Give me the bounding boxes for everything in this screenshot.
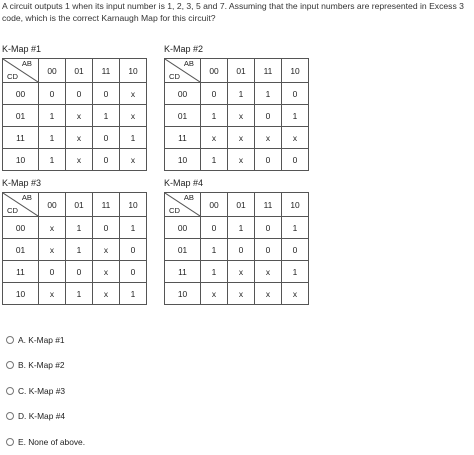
corner-ab-label: AB (183, 59, 194, 68)
row-header: 00 (3, 83, 39, 105)
kmap-table (2, 58, 147, 171)
corner-ab-label: AB (21, 193, 32, 202)
kmap-cell: 1 (282, 105, 309, 127)
kmap-cell: 0 (93, 149, 120, 171)
col-header: 01 (66, 59, 93, 83)
kmap-cell: x (39, 283, 66, 305)
kmap-cell: 1 (201, 105, 228, 127)
option-label: A. K-Map #1 (18, 334, 65, 345)
col-header: 01 (228, 59, 255, 83)
kmap-cell: 0 (282, 149, 309, 171)
kmap-cell: x (93, 261, 120, 283)
kmap-cell: x (66, 127, 93, 149)
kmap-cell: x (201, 127, 228, 149)
kmap-cell: x (39, 239, 66, 261)
kmap-title: K-Map #2 (164, 44, 204, 54)
row-header: 10 (3, 283, 39, 305)
kmap-corner (165, 193, 201, 217)
kmap-cell: 1 (201, 239, 228, 261)
kmap-cell: 0 (39, 261, 66, 283)
kmap-cell: 1 (66, 283, 93, 305)
kmap-cell: 1 (39, 149, 66, 171)
kmap-2 (164, 44, 309, 171)
kmap-cell: x (66, 105, 93, 127)
kmap-cell: x (66, 149, 93, 171)
option-label: E. None of above. (18, 436, 86, 447)
row-header: 10 (165, 283, 201, 305)
kmap-4 (164, 178, 309, 305)
option-b[interactable] (6, 353, 85, 379)
kmap-3 (2, 178, 147, 305)
option-d[interactable] (6, 404, 85, 430)
kmap-cell: 0 (255, 149, 282, 171)
kmap-cell: x (39, 217, 66, 239)
kmap-cell: 0 (39, 83, 66, 105)
kmap-table (2, 192, 147, 305)
option-label: D. K-Map #4 (18, 411, 66, 422)
col-header: 00 (201, 193, 228, 217)
kmap-title: K-Map #1 (2, 44, 42, 54)
kmap-cell: 0 (93, 83, 120, 105)
kmap-cell: 1 (39, 105, 66, 127)
kmap-cell: 0 (120, 261, 147, 283)
kmap-cell: 0 (282, 239, 309, 261)
kmap-cell: 0 (255, 239, 282, 261)
option-a[interactable] (6, 327, 85, 353)
kmap-cell: 1 (120, 283, 147, 305)
col-header: 11 (93, 193, 120, 217)
answer-options (6, 327, 85, 455)
row-header: 11 (165, 261, 201, 283)
kmap-title: K-Map #3 (2, 178, 42, 188)
kmap-cell: x (255, 261, 282, 283)
option-label: B. K-Map #2 (18, 360, 65, 371)
kmap-cell: 1 (201, 149, 228, 171)
kmap-cell: 1 (282, 217, 309, 239)
row-header: 01 (165, 105, 201, 127)
kmap-cell: x (282, 283, 309, 305)
kmap-cell: x (228, 127, 255, 149)
col-header: 00 (39, 59, 66, 83)
kmap-cell: x (228, 261, 255, 283)
radio-button-icon[interactable] (6, 387, 14, 395)
kmap-table (164, 192, 309, 305)
kmap-cell: x (282, 127, 309, 149)
row-header: 00 (165, 83, 201, 105)
kmap-cell: 0 (93, 217, 120, 239)
col-header: 01 (66, 193, 93, 217)
row-header: 10 (3, 149, 39, 171)
col-header: 01 (228, 193, 255, 217)
kmap-cell: x (120, 83, 147, 105)
radio-button-icon[interactable] (6, 361, 14, 369)
kmap-cell: 1 (255, 83, 282, 105)
kmap-cell: 1 (120, 217, 147, 239)
kmap-corner (165, 59, 201, 83)
row-header: 01 (3, 239, 39, 261)
kmap-cell: 1 (66, 217, 93, 239)
kmap-cell: 1 (228, 217, 255, 239)
kmap-1 (2, 44, 147, 171)
corner-cd-label: CD (169, 206, 180, 215)
row-header: 11 (3, 127, 39, 149)
kmap-cell: 0 (66, 83, 93, 105)
kmap-cell: 1 (282, 261, 309, 283)
kmap-cell: x (120, 149, 147, 171)
radio-button-icon[interactable] (6, 412, 14, 420)
kmap-cell: x (228, 149, 255, 171)
kmap-cell: 0 (255, 217, 282, 239)
option-e[interactable] (6, 429, 85, 455)
kmap-cell: 0 (228, 239, 255, 261)
question-text: A circuit outputs 1 when its input number is 1, 2, 3, 5 and 7. Assuming that the input numbers are represented in Excess 3 code, which is the correct Karnaugh Map for this circuit? (2, 1, 464, 23)
row-header: 10 (165, 149, 201, 171)
row-header: 01 (3, 105, 39, 127)
corner-cd-label: CD (169, 72, 180, 81)
kmap-cell: x (255, 127, 282, 149)
col-header: 00 (201, 59, 228, 83)
kmap-cell: 1 (228, 83, 255, 105)
row-header: 11 (165, 127, 201, 149)
kmap-cell: 1 (120, 127, 147, 149)
corner-cd-label: CD (7, 72, 18, 81)
option-label: C. K-Map #3 (18, 385, 66, 396)
kmap-cell: 1 (66, 239, 93, 261)
row-header: 00 (3, 217, 39, 239)
kmap-cell: 1 (93, 105, 120, 127)
kmap-cell: x (255, 283, 282, 305)
col-header: 10 (282, 59, 309, 83)
col-header: 11 (255, 59, 282, 83)
kmap-cell: x (93, 283, 120, 305)
col-header: 11 (93, 59, 120, 83)
kmap-corner (3, 193, 39, 217)
kmap-table (164, 58, 309, 171)
option-c[interactable] (6, 378, 85, 404)
kmap-cell: 0 (120, 239, 147, 261)
kmap-cell: x (228, 283, 255, 305)
radio-button-icon[interactable] (6, 438, 14, 446)
col-header: 10 (120, 193, 147, 217)
kmap-cell: 0 (255, 105, 282, 127)
radio-button-icon[interactable] (6, 336, 14, 344)
col-header: 00 (39, 193, 66, 217)
kmap-cell: x (120, 105, 147, 127)
row-header: 01 (165, 239, 201, 261)
kmap-cell: x (93, 239, 120, 261)
kmap-cell: 0 (93, 127, 120, 149)
kmap-cell: 0 (282, 83, 309, 105)
kmap-cell: x (201, 283, 228, 305)
corner-cd-label: CD (7, 206, 18, 215)
kmap-cell: 0 (66, 261, 93, 283)
col-header: 10 (120, 59, 147, 83)
corner-ab-label: AB (183, 193, 194, 202)
kmap-cell: 1 (201, 261, 228, 283)
kmap-cell: 1 (39, 127, 66, 149)
kmap-cell: 0 (201, 83, 228, 105)
kmap-title: K-Map #4 (164, 178, 204, 188)
col-header: 11 (255, 193, 282, 217)
kmap-cell: 0 (201, 217, 228, 239)
kmap-corner (3, 59, 39, 83)
corner-ab-label: AB (21, 59, 32, 68)
kmap-cell: x (228, 105, 255, 127)
col-header: 10 (282, 193, 309, 217)
row-header: 11 (3, 261, 39, 283)
row-header: 00 (165, 217, 201, 239)
